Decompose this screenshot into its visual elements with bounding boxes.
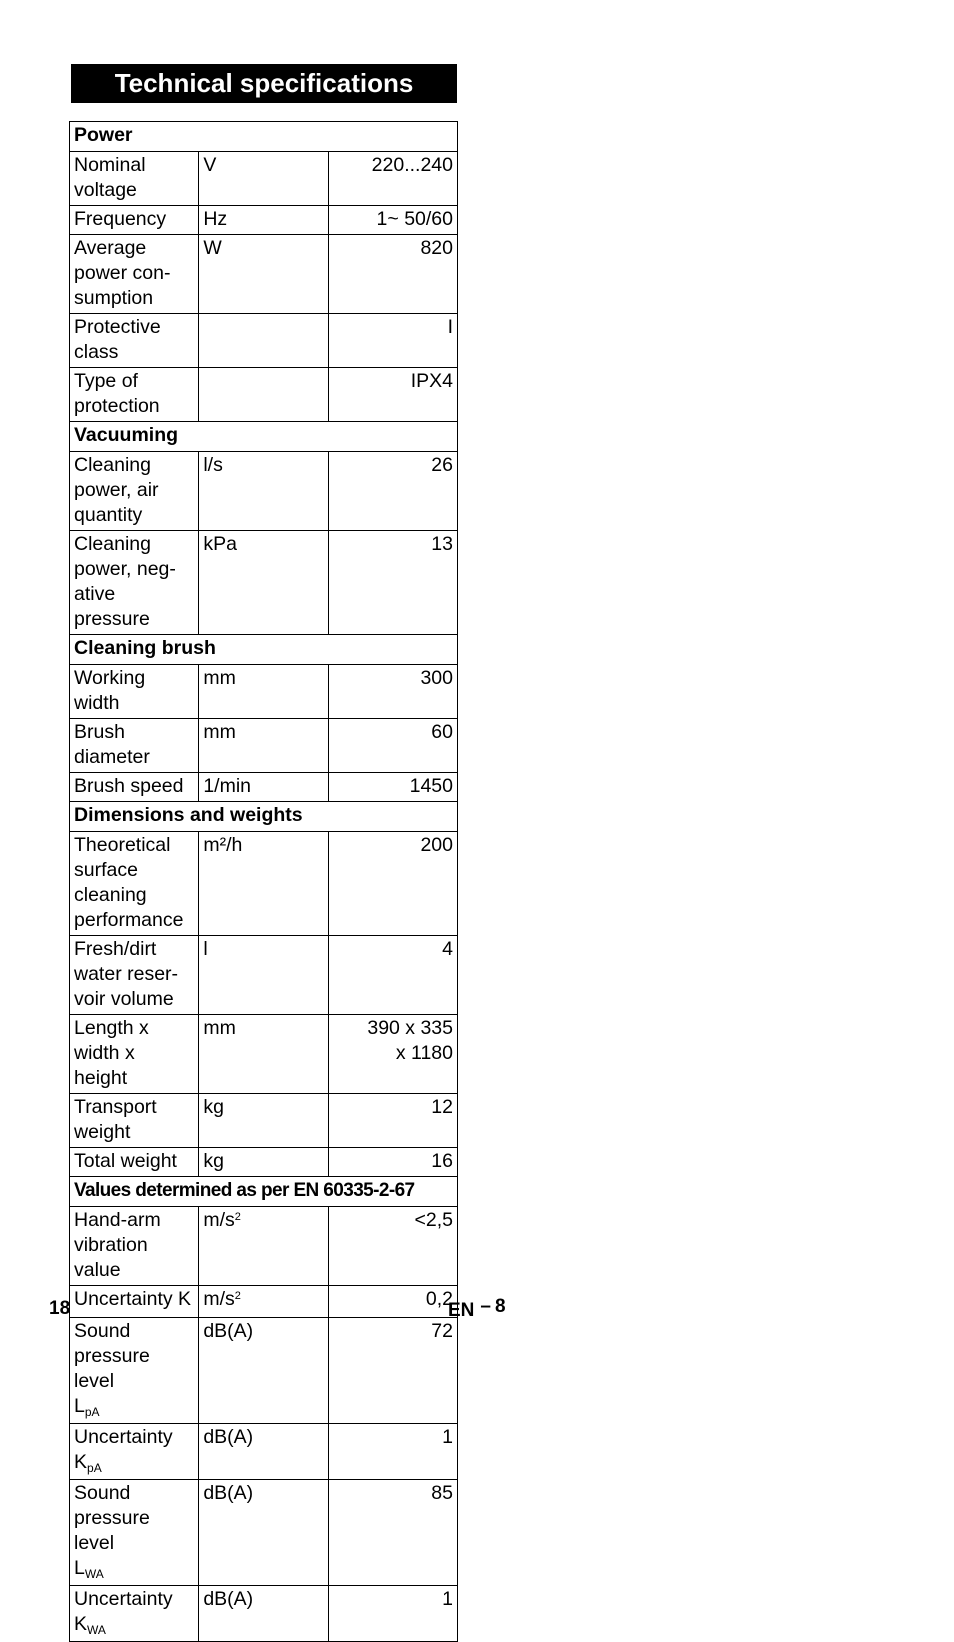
spec-table — [69, 121, 458, 1642]
spec-unit: mm — [199, 719, 328, 773]
footer-section-label — [448, 1296, 506, 1321]
spec-name: Working width — [70, 665, 199, 719]
spec-value: 13 — [328, 531, 457, 635]
name-subscript: pA — [87, 1461, 102, 1475]
section-header-power — [70, 122, 458, 152]
spec-unit: mm — [199, 1015, 328, 1094]
spec-value: 60 — [328, 719, 457, 773]
spec-name: Frequency — [70, 206, 199, 235]
spec-name: Nominal voltage — [70, 152, 199, 206]
spec-name: Brush speed — [70, 773, 199, 802]
spec-unit: m²/h — [199, 832, 328, 936]
section-heading: Power — [70, 122, 458, 152]
table-row — [70, 1318, 458, 1424]
spec-name: Cleaning power, neg- ative pressure — [70, 531, 199, 635]
spec-unit: kg — [199, 1148, 328, 1177]
table-row — [70, 1094, 458, 1148]
section-heading: Dimensions and weights — [70, 802, 458, 832]
table-row — [70, 665, 458, 719]
spec-name: Transport weight — [70, 1094, 199, 1148]
spec-name-text: Sound pressure level L — [74, 1320, 150, 1417]
spec-unit — [199, 1207, 328, 1286]
section-header-cleaning-brush — [70, 635, 458, 665]
spec-value: 390 x 335 x 1180 — [328, 1015, 457, 1094]
footer-language: EN — [448, 1300, 475, 1321]
spec-value: 4 — [328, 936, 457, 1015]
spec-name: Uncertainty K — [70, 1286, 199, 1318]
spec-name: Hand-arm vibration value — [70, 1207, 199, 1286]
spec-value: 85 — [328, 1480, 457, 1586]
spec-value: 1 — [328, 1586, 457, 1642]
table-row — [70, 1424, 458, 1480]
unit-superscript: 2 — [234, 1211, 241, 1223]
spec-name-text: Uncertainty K — [74, 1426, 173, 1473]
unit-base: m/s — [203, 1288, 235, 1310]
table-row — [70, 1480, 458, 1586]
spec-name-text: Uncertainty K — [74, 1588, 173, 1635]
spec-value: I — [328, 314, 457, 368]
spec-unit: 1/min — [199, 773, 328, 802]
spec-unit — [199, 1286, 328, 1318]
page-number: 18 — [49, 1298, 71, 1319]
table-row — [70, 832, 458, 936]
spec-unit — [199, 314, 328, 368]
table-row — [70, 452, 458, 531]
section-header-vacuuming — [70, 422, 458, 452]
spec-unit: W — [199, 235, 328, 314]
unit-superscript: 2 — [234, 1290, 241, 1302]
spec-value: 16 — [328, 1148, 457, 1177]
spec-name — [70, 1586, 199, 1642]
spec-value: <2,5 — [328, 1207, 457, 1286]
spec-unit: dB(A) — [199, 1318, 328, 1424]
spec-name: Cleaning power, air quantity — [70, 452, 199, 531]
spec-unit: V — [199, 152, 328, 206]
spec-value: 72 — [328, 1318, 457, 1424]
spec-value: 1~ 50/60 — [328, 206, 457, 235]
table-row — [70, 1148, 458, 1177]
table-row — [70, 314, 458, 368]
table-row — [70, 235, 458, 314]
spec-name: Average power con- sumption — [70, 235, 199, 314]
unit-base: m/s — [203, 1209, 235, 1231]
spec-unit: dB(A) — [199, 1424, 328, 1480]
table-row — [70, 773, 458, 802]
spec-name: Fresh/dirt water reser- voir volume — [70, 936, 199, 1015]
table-row — [70, 152, 458, 206]
table-row — [70, 1286, 458, 1318]
spec-name: Protective class — [70, 314, 199, 368]
name-subscript: pA — [84, 1405, 100, 1419]
footer-dash: – — [480, 1296, 491, 1317]
page-title: Technical specifications — [71, 64, 457, 103]
table-row — [70, 1586, 458, 1642]
table-row — [70, 206, 458, 235]
spec-value: 200 — [328, 832, 457, 936]
spec-value: 1 — [328, 1424, 457, 1480]
spec-name — [70, 1424, 199, 1480]
spec-value: 1450 — [328, 773, 457, 802]
spec-value: 0,2 — [328, 1286, 457, 1318]
spec-name: Length x width x height — [70, 1015, 199, 1094]
table-row — [70, 719, 458, 773]
spec-name: Theoretical surface cleaning performance — [70, 832, 199, 936]
footer-section-page: 8 — [494, 1296, 506, 1317]
spec-unit: dB(A) — [199, 1586, 328, 1642]
section-header-values-en — [70, 1177, 458, 1207]
spec-value: 300 — [328, 665, 457, 719]
spec-unit — [199, 368, 328, 422]
table-row — [70, 368, 458, 422]
section-header-dimensions — [70, 802, 458, 832]
table-row — [70, 1207, 458, 1286]
name-subscript: WA — [87, 1623, 106, 1637]
spec-unit: l/s — [199, 452, 328, 531]
spec-name: Type of protection — [70, 368, 199, 422]
table-row — [70, 936, 458, 1015]
spec-name — [70, 1480, 199, 1586]
name-subscript: WA — [84, 1567, 104, 1581]
spec-unit: kPa — [199, 531, 328, 635]
section-heading: Values determined as per EN 60335-2-67 — [70, 1177, 458, 1207]
table-row — [70, 1015, 458, 1094]
spec-name: Brush diameter — [70, 719, 199, 773]
spec-value: IPX4 — [328, 368, 457, 422]
table-row — [70, 531, 458, 635]
spec-value: 220...240 — [328, 152, 457, 206]
spec-unit: mm — [199, 665, 328, 719]
spec-value: 26 — [328, 452, 457, 531]
section-heading: Cleaning brush — [70, 635, 458, 665]
spec-name — [70, 1318, 199, 1424]
spec-value: 820 — [328, 235, 457, 314]
spec-unit: dB(A) — [199, 1480, 328, 1586]
spec-unit: l — [199, 936, 328, 1015]
spec-unit: Hz — [199, 206, 328, 235]
section-heading: Vacuuming — [70, 422, 458, 452]
spec-value: 12 — [328, 1094, 457, 1148]
spec-name: Total weight — [70, 1148, 199, 1177]
spec-unit: kg — [199, 1094, 328, 1148]
spec-name-text: Sound pressure level L — [74, 1482, 150, 1579]
